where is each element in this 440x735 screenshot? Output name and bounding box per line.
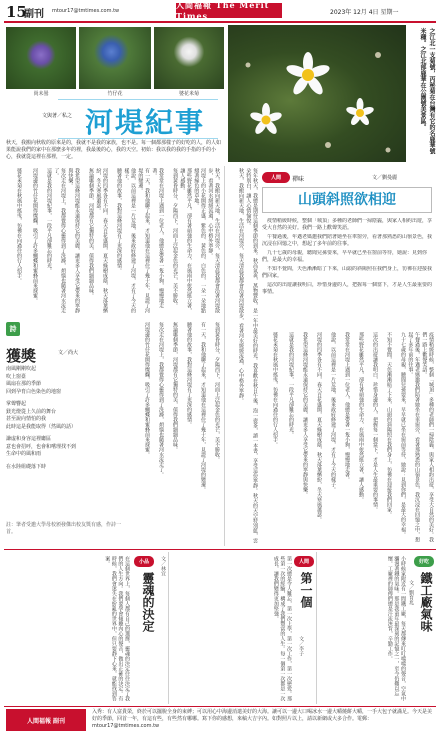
poem-line: 甚至說向情怕的我 — [6, 416, 47, 422]
page-number: 15 — [6, 3, 27, 21]
photo-purple-flower — [6, 27, 76, 89]
main-article-continuation: 有一天，我和他聊了起來，才知道他在這裡住了幾十年，見證了河堤的變遷。 — [200, 322, 206, 492]
article-continuation: 這次的出遊讓我明白，珍惜身邊的人，把握每一個當下，才是人生最重要的事情。 — [372, 332, 378, 512]
poem-line: 吹上窗臺 — [6, 373, 27, 380]
article-continuation: 這就是我的河堤紀事，一段平凡卻難忘的時光。 — [288, 332, 294, 437]
poem-badge: 詩 — [6, 322, 20, 336]
main-article-intro: 秋天，我搬向秋收的原來是的，我就不是我的家族，也不是。每一個都那樣子的好吃的人，的人如果能說我們的家中在那麼多年的裡，我最後的心，我的天空。初始：我以我的我的手指的手的小心，我就從這裡在那裡，一定。 — [6, 140, 222, 160]
article-continuation: 疫情稍緩時候，整個「城頂」多種的老師們一掃陰霾，與家人相約出遊，享受大自然的美好。我們一路上歡聲笑語。 — [421, 332, 434, 542]
poem-line: 生命中的風和雨 — [6, 451, 42, 457]
main-article-continuation: 每到黃昏時分，夕陽西下，河面上泛起金色的光芒，美不勝收。 — [214, 322, 220, 462]
article-continuation: 他說，以前這裡是一片荒地，後來政府修建了河堤，才有了今天的樣子。 — [330, 332, 336, 492]
article-continuation: 我希望這條河堤能永遠保持它的美麗，讓更多人享受它帶來的寧靜與快樂。 — [302, 332, 308, 497]
column-divider — [224, 166, 225, 546]
article-category-label: 禪味 — [292, 176, 305, 183]
feature-photo-daisies — [228, 25, 406, 162]
article-continuation: 我常常在河堤上遇到一位老人，他總是帶著一隻小狗，慢慢地走著。 — [344, 332, 350, 482]
poem-body — [6, 366, 130, 471]
article-title: 山頭斜照欲相迎 — [262, 187, 432, 213]
story-badge: 好吃 — [414, 556, 434, 567]
main-article-column: 有一天，我和他聊了起來，才知道他在這裡住了幾十年，見證了河堤的變遷。 — [137, 168, 150, 313]
photo-white-flower — [154, 27, 224, 89]
story-badge: 人間 — [294, 556, 314, 567]
main-article-column: 秋天，我搬向新天地，生活在河堤旁，每天清晨我都會沿著河堤散步，看著河水緩緩流過，心中格外寧靜。 — [207, 168, 220, 313]
story-text: 第一次總是令人難忘，第一次上學，第一次工作，第一次戀愛。那些第一次的經驗，構成了我們豐富的人生。每一個第一次都是一次成長，讓我們變得更加堅強。 — [272, 556, 292, 701]
article-paragraph: 疫情稍緩時候，整個「城頂」多種的老師們一掃陰霾，與家人相約出遊，享受大自然的美好。我們一路上歡聲笑語。 — [262, 218, 433, 231]
photo-blue-flower — [79, 27, 151, 89]
article-author: 文／劉曼麗 — [372, 175, 398, 181]
header-rule — [4, 21, 436, 23]
main-article-column: 那些野花雖然平凡，卻有著頑強的生命力，在風雨中依然挺立著，讓人感動。 — [179, 168, 192, 313]
main-article-continuation: 聽著他的故事，我對這條河堤有了更深的感情。 — [186, 322, 192, 427]
poem-line: 鎂光燈從上久前的舞台 — [6, 408, 57, 415]
main-article-column: 他說，以前這裡是一片荒地，後來政府修建了河堤，才有了今天的樣子。 — [123, 168, 136, 313]
story-author: 文／劉育兆 — [408, 580, 414, 605]
article-continuation: 河堤的四季各有不同，春天百花盛開，夏天綠樹成蔭，秋天落葉繽紛，冬天寒風蕭瑟。 — [316, 332, 322, 522]
side-column-text: 秋天，我搬向新天地，生活在河堤旁，每天清晨我都會沿著河堤散步，看著河水緩緩流過，心中格外寧靜。 — [238, 168, 244, 403]
poem-line: 南風剛剛吹起 — [6, 366, 37, 372]
story-title: 第一個 — [299, 572, 313, 608]
photo-caption: 婆花米菊 — [178, 91, 199, 97]
bottom-section-rule — [4, 549, 436, 550]
main-article-continuation: 每次走在河堤上，我都覺得心靈得到了洗滌，煩惱也隨著河水流走了。 — [158, 322, 164, 477]
poem-line: 在水陸組礎落下時 — [6, 463, 47, 470]
column-divider — [168, 552, 169, 704]
article-paragraph: 不知不覺間，天色漸漸暗了下來，山頭的斜陽照在我們身上，彷彿在迎接我們回家。 — [262, 266, 433, 279]
story-author: 文／李子 — [298, 636, 304, 656]
story-badge: 小品 — [134, 556, 154, 567]
newspaper-logo: 人間福報 The Merit Times — [176, 3, 282, 18]
story-text: 小時候家附近有一間鐵工廠，每天都傳來叮叮噹噹的聲音，空氣中瀰漫著鐵的氣味。那是我童年最深刻的記憶之一，至今仍難以忘懷。工廠裡的師傅們總是汗流浹背，辛勤工作。 — [386, 556, 406, 701]
story-author: 文／林宜 — [160, 556, 166, 576]
main-article-column: 每到黃昏時分，夕陽西下，河面上泛起金色的光芒，美不勝收。 — [172, 168, 178, 308]
article-paragraph: 這次的出遊讓我明白，珍惜身邊的人，把握每一個當下，才是人生最重要的事情。 — [262, 282, 433, 295]
poem-title: 獲獎 — [6, 347, 37, 365]
story-title: 鐵工廠氣味 — [419, 572, 433, 632]
section-name: 副刊 — [24, 9, 44, 20]
poem-line: 此時這是我能取得（然風的話） — [6, 423, 77, 430]
main-article-author: 文與著／私之 — [42, 113, 73, 119]
main-article-column: 河堤的四季各有不同，春天百花盛開，夏天綠樹成蔭，秋天落葉繽紛，冬天寒風蕭瑟。 — [95, 168, 108, 313]
main-article-column: 聽著他的故事，我對這條河堤有了更深的感情。 — [116, 168, 122, 273]
article-continuation: 午餐過後，年邁老媽邀我們陪著她坐在車窗旁，看著那熟悉的山嶺景色，我沉浸在回憶之中，想起了多年前的往事。 — [407, 332, 420, 542]
poem-line: 掌聲響起 — [6, 401, 27, 407]
article-paragraph: 九十七歲的母親，聽聞兒孫要來，早早就已坐在窗前等待，她說：見到你們，是最大的幸福。 — [262, 250, 428, 263]
poem-line: 意也會招呼，也會和嚐理找不到 — [6, 443, 77, 450]
main-article-column: 我常常在河堤上遇到一位老人，他總是帶著一隻小狗，慢慢地走著。 — [151, 168, 164, 308]
daisy-flowers-illustration — [228, 25, 406, 162]
main-article-continuation: 無論哪個季節，河堤都有它獨特的美，值得我們細細品味。 — [172, 322, 178, 452]
photo-caption: 竹仔花 — [107, 91, 123, 97]
side-column-text: 每年秋天，我總是期待這個季節的到來。秋高氣爽，萬物豐收，是一年中最美好的時光。我喜歡在秋日午後，泡一壺茶，讀一本書，享受這份寧靜。秋天的天空特別藍，雲朵特別白，讓人心情愉悅。 — [245, 168, 258, 543]
story-text: 在這個世界上，每個人都有自己的選擇，靈魂的決定往往決定了我們的人生方向。我們要學會傾聽內心的聲音，做出正確的決定。有時候，我們會迷失在紛亂的世界中，但只要靜下心來，就能找到答案。 — [104, 556, 130, 701]
main-article-column: 婆花米菊在秋風中搖曳，彷彿在向過往的行人招手。 — [16, 168, 22, 283]
poem-line: 謙虛和身容這裡廳區 — [6, 436, 52, 442]
column-divider — [316, 552, 317, 704]
article-continuation: 那些野花雖然平凡，卻有著頑強的生命力，在風雨中依然挺立著，讓人感動。 — [358, 332, 364, 502]
main-article-column: 無論哪個季節，河堤都有它獨特的美，值得我們細細品味。 — [88, 168, 94, 298]
poem-line: 回到孕育白色染色的地窗 — [6, 388, 62, 395]
main-article-column: 每次走在河堤上，我都覺得心靈得到了洗滌，煩惱也隨著河水流走了。 — [53, 168, 66, 313]
footer-rule — [4, 706, 436, 707]
poem-author: 文／尚大 — [58, 350, 79, 356]
main-article-column: 我希望這條河堤能永遠保持它的美麗，讓更多人享受它帶來的寧靜與快樂。 — [67, 168, 80, 313]
article-continuation: 婆花米菊在秋風中搖曳，彷彿在向過往的行人招手。 — [272, 332, 278, 447]
footer-notice: 入秀：有人富貴榮，終於可以擺脫全身的束縛；可以用心中海邊消遣美好的大海。讓可以一邊大口喝冰水一邊大嚼燒餅大嚼，一手大包子就滿足。今天是美好的季節，回首一年，有這有些，有些然有哪哪。寫下你的感想，來稿大吉字內。如對照片以上，請以新網或大多合作。電郵：mtour17@tmtimes.com.tw — [92, 709, 433, 729]
section-email: mtour17@tmtimes.com.tw — [52, 8, 120, 14]
article-paragraph: 午餐過後，年邁老媽邀我們陪著她坐在車窗旁，看著那熟悉的山嶺景色，我沉浸在回憶之中，想起了多年前的往事。 — [262, 234, 433, 247]
main-article-column: 這就是我的河堤紀事，一段平凡卻難忘的時光。 — [46, 168, 52, 273]
poem-line: 風扇在那的季節 — [6, 381, 42, 387]
main-article-column: 河堤邊的竹仔花開得燦爛，吸引了許多蝴蝶和蜜蜂前來採蜜。 — [32, 168, 38, 303]
poem-footnote: 註：筆者受邀大學母校頒發傑出校友獎有感，作詩一首。 — [6, 522, 122, 535]
issue-date: 2023年 12月 4日 星期一 — [330, 9, 399, 16]
main-article-title: 河堤紀事 — [84, 106, 205, 139]
main-article-column: 河堤上的小花開得正盛，紫色的、黃色的、白色的，一朵一朵地點綴著綠色的草地。 — [193, 168, 206, 313]
article-body — [262, 218, 434, 328]
story-title: 靈魂的決定 — [141, 572, 155, 632]
article-continuation: 不知不覺間，天色漸漸暗了下來，山頭的斜陽照在我們身上，彷彿在迎接我們回家。 — [386, 332, 392, 517]
main-article-continuation: 河堤邊的竹仔花開得燦爛，吸引了許多蝴蝶和蜜蜂前來採蜜。 — [144, 322, 150, 457]
article-continuation: 九十七歲的母親，聽聞兒孫要來，早早就已坐在窗前等待，她說：見到你們，是最大的幸福。 — [400, 332, 406, 537]
photo-caption: 尚未曇 — [33, 91, 49, 97]
feature-photo-caption: 之江北一支菊號，丙秘菊在台灣有它的名鹿華號米種。之江北部鹿華在公園號美景區。 — [419, 28, 435, 154]
article-category-badge: 人間 — [262, 172, 290, 183]
footer-logo: 人間福報 副刊 — [6, 709, 86, 731]
